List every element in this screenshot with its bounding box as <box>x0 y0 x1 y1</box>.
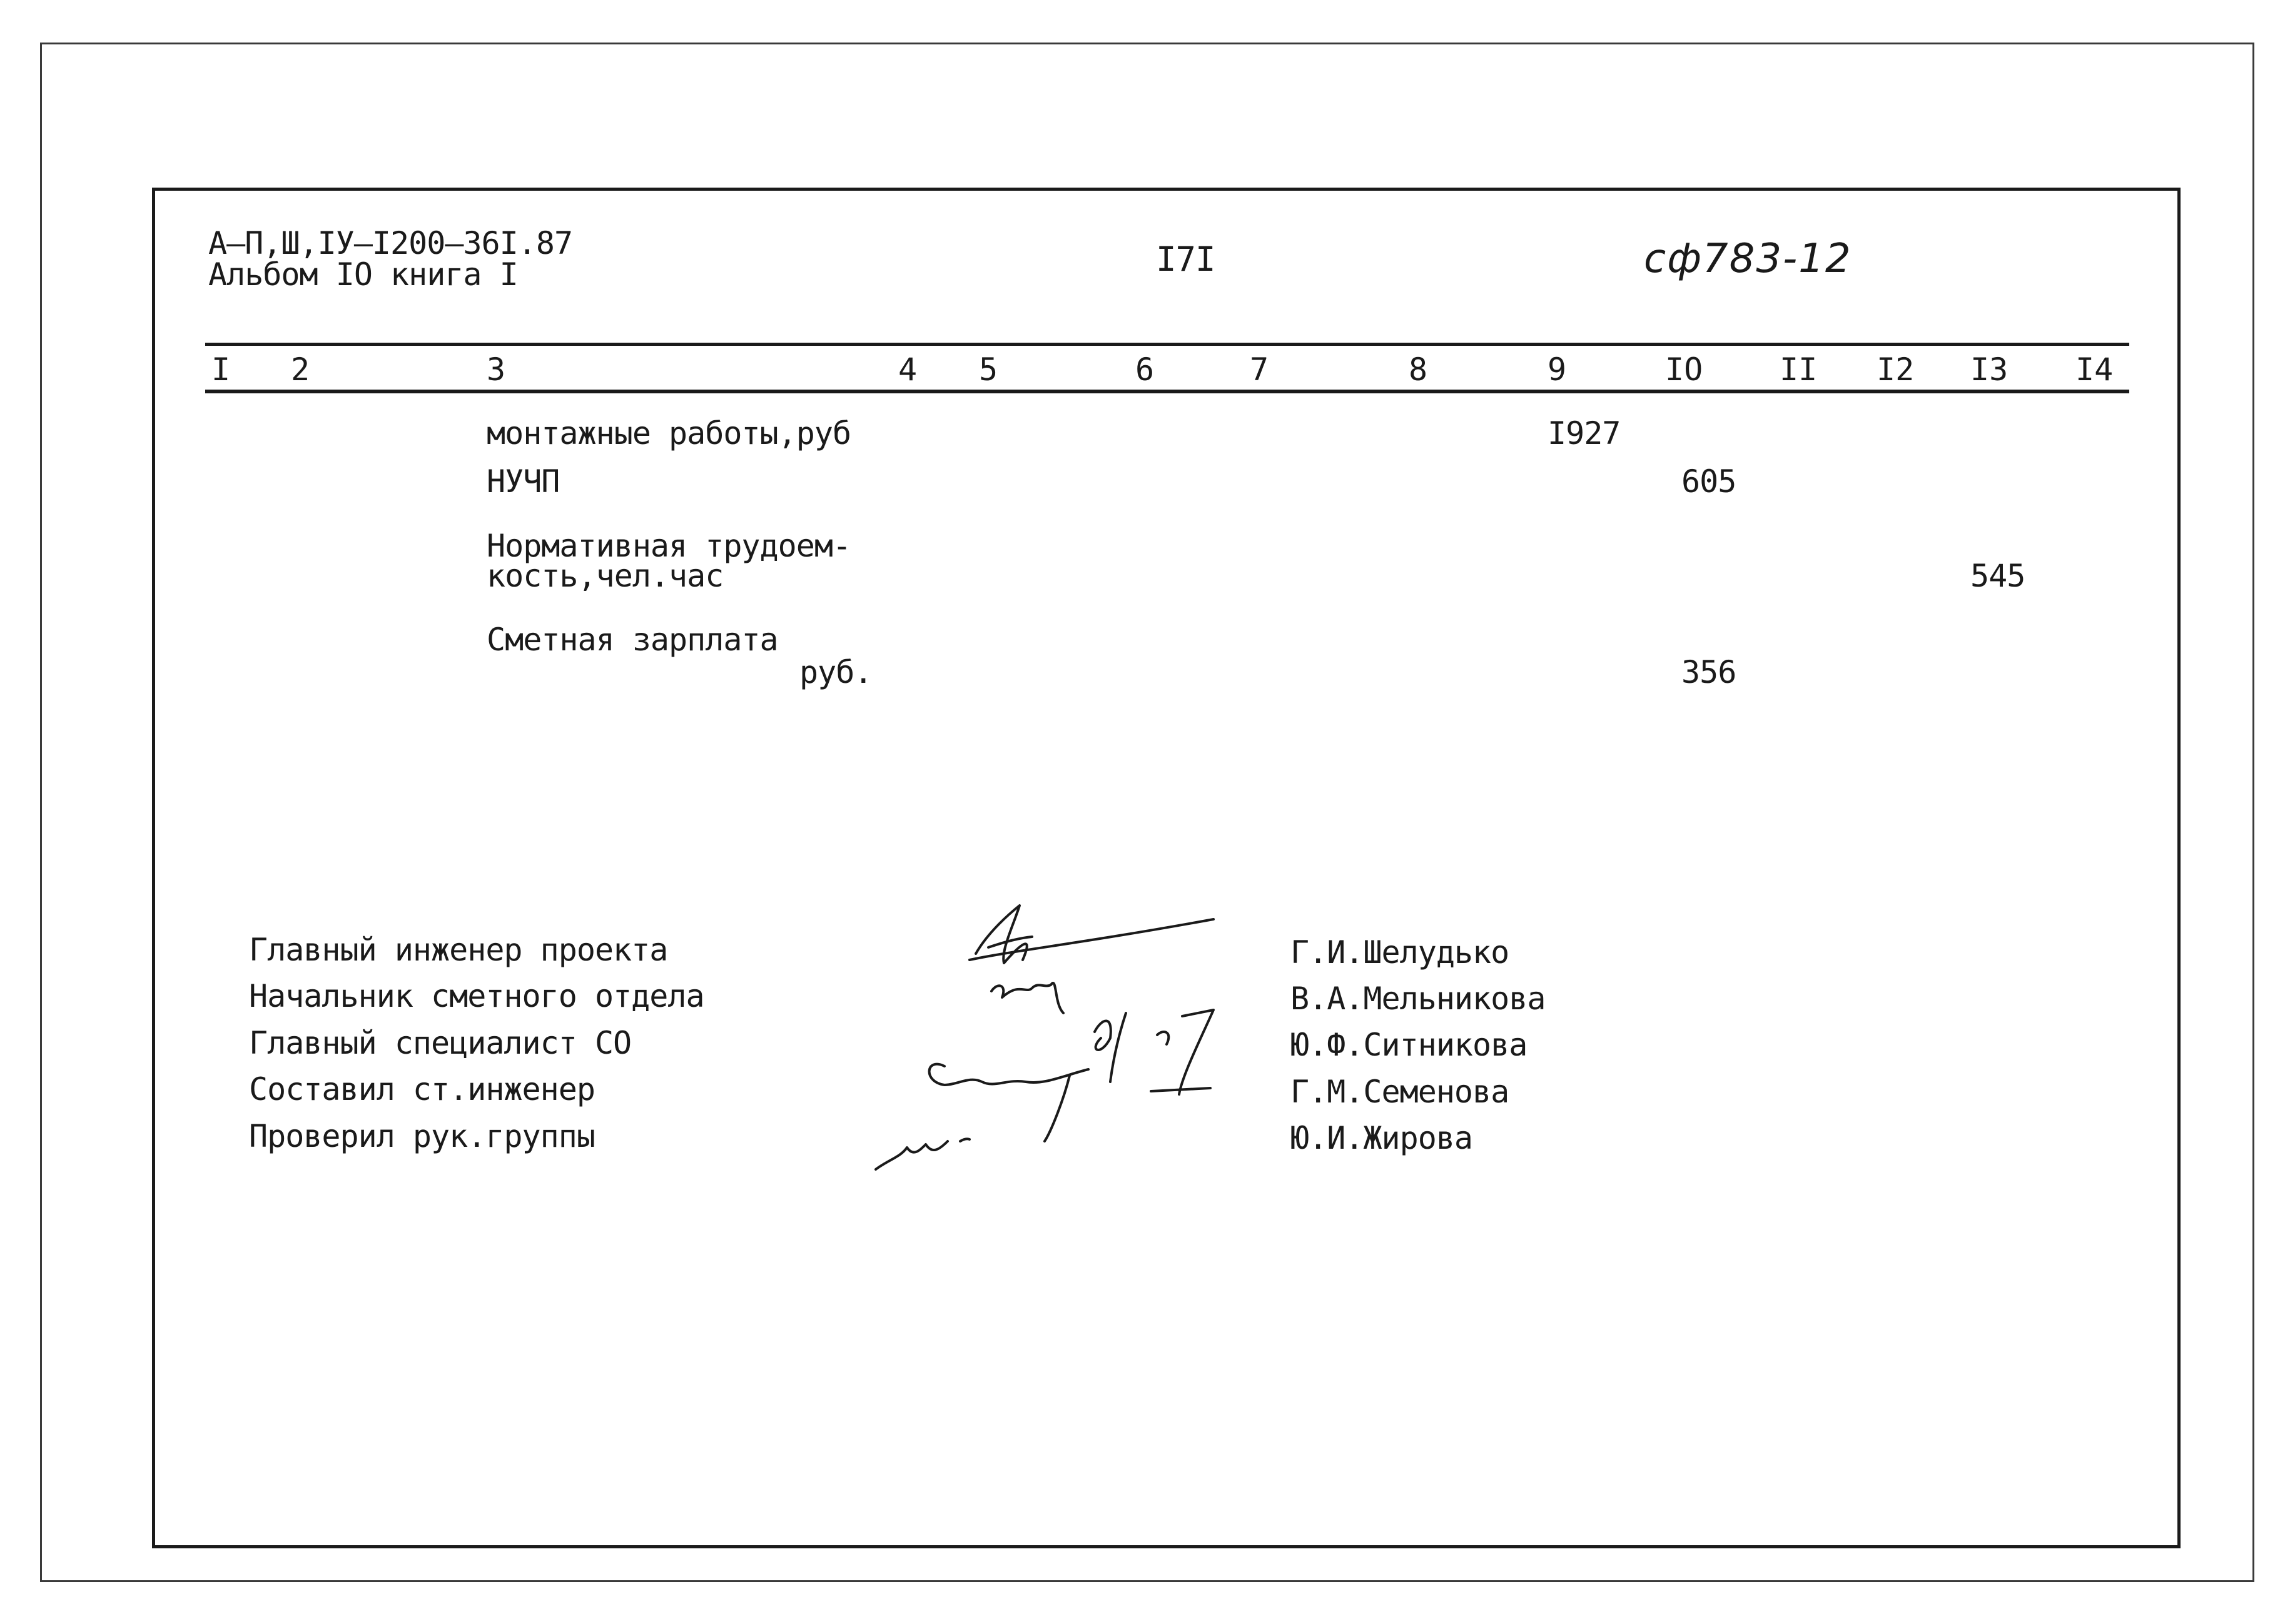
document-code: А–П,Ш,IУ–I200–36I.87 <box>208 225 573 261</box>
column-number-13: I3 <box>1970 351 2009 388</box>
column-number-5: 5 <box>979 351 998 388</box>
signature-5 <box>876 1139 970 1169</box>
row-value-nuchp: 605 <box>1681 463 1736 500</box>
row-label-nuchp: НУЧП <box>487 463 560 500</box>
position-head-estimate-department: Начальник сметного отдела <box>249 978 704 1014</box>
row-value-installation-works: I927 <box>1548 415 1621 451</box>
row-value-labor-intensity: 545 <box>1970 558 2025 594</box>
row-label-labor-intensity-line1: Нормативная трудоем- <box>487 528 851 564</box>
row-label-installation-works: монтажные работы,руб <box>487 415 851 451</box>
signature-3 <box>1095 1010 1213 1094</box>
column-number-11: II <box>1780 351 1818 388</box>
signature-1 <box>970 905 1213 963</box>
column-number-6: 6 <box>1135 351 1155 388</box>
row-value-estimated-salary: 356 <box>1681 654 1736 690</box>
name-sheludko: Г.И.Шелудько <box>1290 934 1509 971</box>
column-number-7: 7 <box>1250 351 1269 388</box>
signature-2 <box>991 983 1063 1013</box>
column-number-10: IO <box>1665 351 1703 388</box>
row-label-estimated-salary-line2: руб. <box>799 654 873 690</box>
name-sitnikova: Ю.Ф.Ситникова <box>1290 1027 1528 1063</box>
table-header-top-rule <box>205 343 2129 346</box>
column-number-14: I4 <box>2075 351 2114 388</box>
name-semenova: Г.М.Семенова <box>1290 1074 1509 1110</box>
column-number-8: 8 <box>1409 351 1428 388</box>
signature-4 <box>930 1064 1088 1141</box>
position-checked-by: Проверил рук.группы <box>249 1118 595 1154</box>
name-zhirova: Ю.И.Жирова <box>1290 1120 1473 1156</box>
column-number-3: 3 <box>487 351 506 388</box>
column-number-4: 4 <box>898 351 918 388</box>
page-number: I7I <box>1156 240 1215 279</box>
position-chief-specialist: Главный специалист СО <box>249 1025 632 1061</box>
column-number-12: I2 <box>1877 351 1915 388</box>
table-header-bottom-rule <box>205 390 2129 393</box>
album-reference: Альбом IO книга I <box>208 256 518 293</box>
name-melnikova: В.А.Мельникова <box>1290 981 1546 1017</box>
row-label-labor-intensity-line2: кость,чел.час <box>487 558 724 594</box>
row-label-estimated-salary-line1: Сметная зарплата <box>487 622 778 658</box>
position-chief-project-engineer: Главный инженер проекта <box>249 932 668 968</box>
handwritten-signatures <box>863 894 1251 1194</box>
position-compiled-by: Составил ст.инженер <box>249 1071 595 1107</box>
sheet-code: сф783-12 <box>1644 236 1852 282</box>
column-number-2: 2 <box>291 351 310 388</box>
column-number-1: I <box>211 351 231 388</box>
column-number-9: 9 <box>1548 351 1567 388</box>
